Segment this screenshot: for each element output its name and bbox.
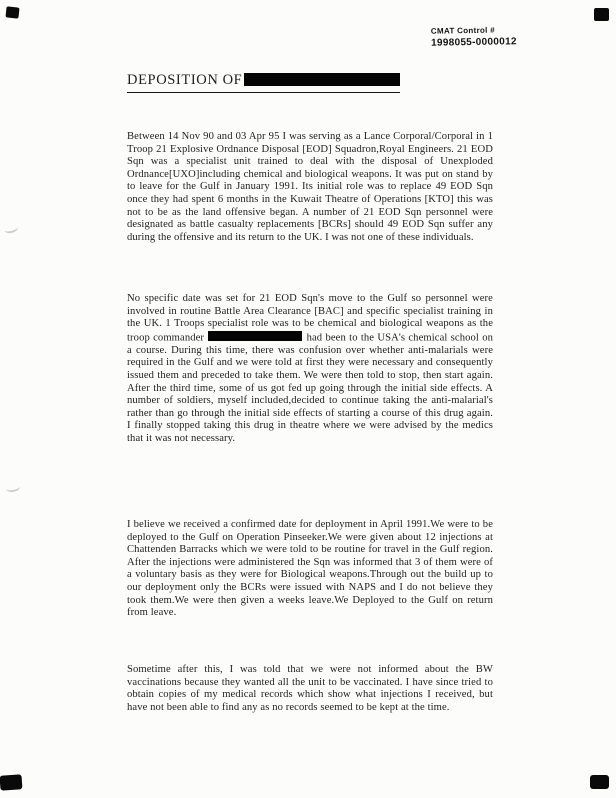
paragraph-medical-records xyxy=(127,664,493,714)
margin-pencil-mark xyxy=(5,482,20,493)
paragraph-text: I believe we received a confirmed date for deployment in April 1991.We were to be deployed to the Gulf on Operation Pinseeker.We were given about 12 injections at Chattenden Barracks which we were told to be routine for travel in the Gulf region. After the injections were administered the Sqn was informed that 3 of them were of a voluntary basis as they were for Biological weapons.Through out the build up to our deployment only the BCRs were issued with NAPS and I do not believe they took them.We were then given a weeks leave.We Deployed to the Gulf on return from leave. xyxy=(127,519,493,619)
stamp-number-suffix: 0012 xyxy=(493,36,517,48)
scan-mark-bottom-left xyxy=(0,774,22,790)
paragraph-training-antimalarials xyxy=(127,293,493,446)
paragraph-text: Sometime after this, I was told that we were not informed about the BW vaccinations because they wanted all the unit to be vaccinated. I have since tried to obtain copies of my medical records which show what injections I received, but have not been able to find any as no records seemed to be kept at the time. xyxy=(127,664,493,713)
inline-redaction-bar xyxy=(208,331,302,342)
document-title xyxy=(127,72,400,93)
paragraph-service-history xyxy=(127,131,493,244)
paragraph-text: Between 14 Nov 90 and 03 Apr 95 I was serving as a Lance Corporal/Corporal in 1 Troop 21 Explosive Ordnance Disposal [EOD] Squadron,Royal Engineers. 21 EOD Sqn was a specialist unit trained to deal with the disposal of Unexploded Ordnance[UXO]including chemical and biological weapons. It was put on stand by to leave for the Gulf in January 1991. Its initial role was to replace 49 EOD Sqn once they had spent 6 months in the Kuwait Theatre of Operations [KTO] this was not to be as the land offensive began. A number of 21 EOD Sqn personnel were designated as battle casualty replacements [BCRs] should 49 EOD Sqn suffer any during the offensive and its return to the UK. I was not one of these individuals. xyxy=(127,131,493,243)
margin-pencil-mark xyxy=(3,222,19,234)
stamp-number-prefix: 1998055-000 xyxy=(431,36,494,49)
paragraph-text: No specific date was set for 21 EOD Sqn's move to the Gulf so personnel were involved in routine Battle Area Clearance [BAC] and specific specialist training in the UK. 1 Troops specialist role was to be chemical and biological weapons as the troop commander xyxy=(127,293,493,344)
stamp-number xyxy=(431,36,517,48)
paragraph-deployment-injections xyxy=(127,519,493,620)
scan-mark-bottom-right xyxy=(590,775,609,789)
title-text: DEPOSITION OF xyxy=(127,72,243,88)
control-number-stamp xyxy=(431,25,517,48)
title-redaction-bar xyxy=(244,73,400,86)
stamp-label: CMAT Control # xyxy=(430,25,496,36)
paragraph-text: had been to the USA's chemical school on a course. During this time, there was confusion over whether anti-malarials were required in the Gulf and we were told at first they were necessary and consequently issued them and preceded to take them. We were then told to stop, then start again. After the third time, some of us got fed up going through the initial side effects. A number of soldiers, myself included,decided to continue taking the anti-malarial's rather than go through the initial side effects of starting a course of this drug again. I finally stopped taking this drug in theatre where we were advised by the medics that it was not necessary. xyxy=(127,332,494,445)
scan-mark-top-left xyxy=(5,6,19,18)
scan-mark-top-right xyxy=(594,8,609,21)
